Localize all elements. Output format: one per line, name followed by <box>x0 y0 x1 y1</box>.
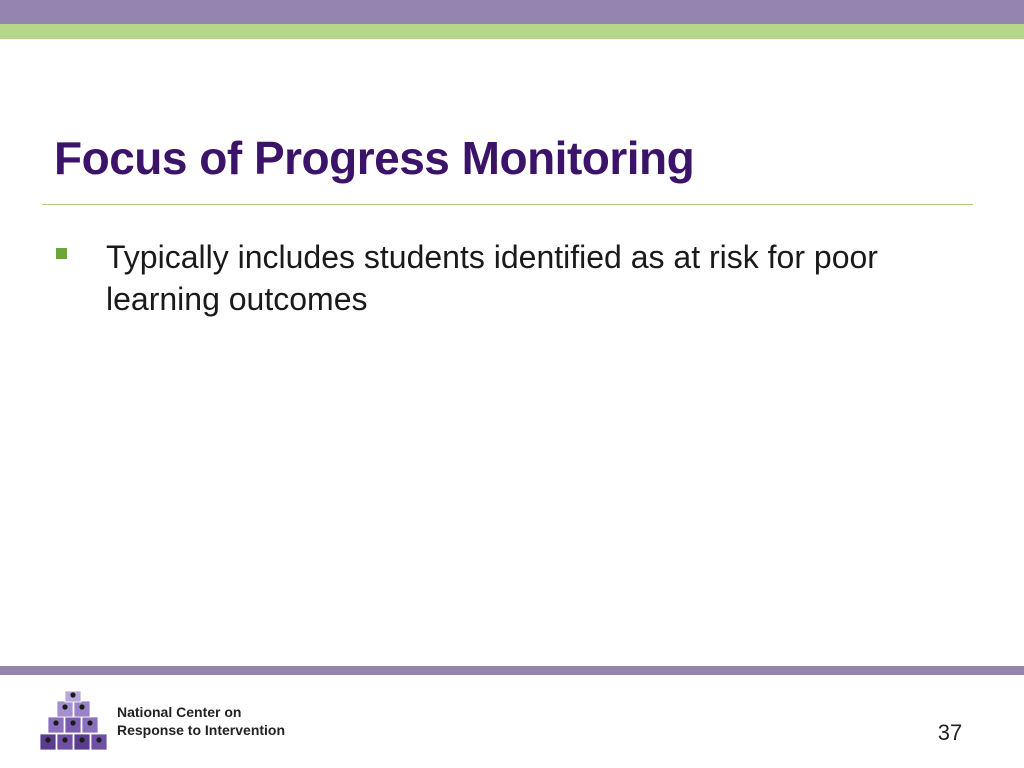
organization-name <box>117 703 285 739</box>
square-bullet-icon <box>56 248 67 259</box>
list-item <box>56 236 936 320</box>
nccrti-logo-icon <box>38 690 108 752</box>
org-name-line1: National Center on <box>117 704 242 720</box>
bullet-text: Typically includes students identified as at risk for poor learning outcomes <box>106 239 878 317</box>
top-green-band <box>0 24 1024 39</box>
bullet-list <box>56 236 936 320</box>
bottom-purple-band <box>0 666 1024 675</box>
top-purple-band <box>0 0 1024 24</box>
title-divider <box>42 204 973 205</box>
page-number: 37 <box>937 720 963 745</box>
org-name-line2: Response to Intervention <box>117 722 286 738</box>
slide-title: Focus of Progress Monitoring <box>54 132 695 184</box>
